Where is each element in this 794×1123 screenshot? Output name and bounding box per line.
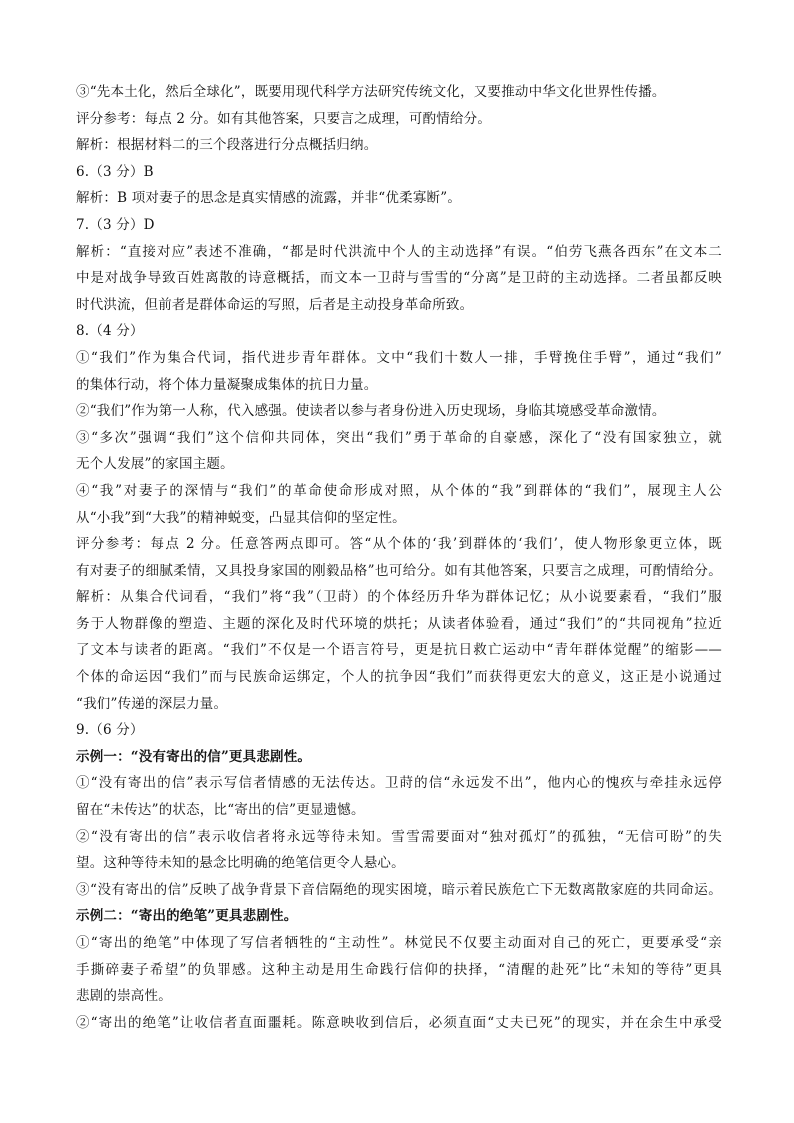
text-line: ②“没有寄出的信”表示收信者将永远等待未知。雪雪需要面对“独对孤灯”的孤独，“无信可盼”的失: [76, 828, 722, 845]
text-line: 的集体行动，将个体力量凝聚成集体的抗日力量。: [76, 376, 378, 393]
text-line: 有对妻子的细腻柔情，又具投身家国的刚毅品格”也可给分。如有其他答案，只要言之成理，可酌情给分。: [76, 562, 722, 579]
text-line: 解析：根据材料二的三个段落进行分点概括归纳。: [76, 137, 378, 154]
text-line: ④“我”对妻子的深情与“我们”的革命使命形成对照，从个体的“我”到群体的“我们”，展现主人公: [76, 482, 722, 499]
text-line: ①“寄出的绝笔”中体现了写信者牺牲的“主动性”。林觉民不仅要主动面对自己的死亡，更要承受“亲: [76, 935, 722, 951]
text-line: 9.（6 分）: [76, 722, 144, 739]
text-line: 手撕碎妻子希望”的负罪感。这种主动是用生命践行信仰的抉择，“清醒的赴死”比“未知的等待”更具: [76, 961, 722, 978]
text-line: ③“先本土化，然后全球化”，既要用现代科学方法研究传统文化，又要推动中华文化世界性传播。: [76, 84, 666, 100]
text-line: 时代洪流，但前者是群体命运的写照，后者是主动投身革命所致。: [76, 296, 474, 313]
text-line: 无个人发展”的家国主题。: [76, 456, 234, 473]
text-line: ①“没有寄出的信”表示写信者情感的无法传达。卫莳的信“永远发不出”，他内心的愧疚与牵挂永远停: [76, 775, 722, 792]
text-line: ②“寄出的绝笔”让收信者直面噩耗。陈意映收到信后，必须直面“丈夫已死”的现实，并在余生中承受: [76, 1014, 722, 1031]
text-line: ③“多次”强调“我们”这个信仰共同体，突出“我们”勇于革命的自豪感，深化了“没有国家独立，就: [76, 429, 722, 446]
text-line: 中是对战争导致百姓离散的诗意概括，而文本一卫莳与雪雪的“分离”是卫莳的主动选择。二者虽都反映: [76, 270, 722, 287]
text-line: ②“我们”作为第一人称，代入感强。使读者以参与者身份进入历史现场，身临其境感受革命激情。: [76, 403, 666, 420]
text-line: 从“小我”到“大我”的精神蜕变，凸显其信仰的坚定性。: [76, 509, 406, 526]
text-line: 6.（3 分）B: [76, 163, 154, 180]
text-line: 示例二：“寄出的绝笔”更具悲剧性。: [76, 908, 298, 925]
text-line: 了文本与读者的距离。“我们”不仅是一个语言符号，更是抗日救亡运动中“青年群体觉醒”的缩影——: [76, 642, 722, 659]
text-line: 个体的命运因“我们”而与民族命运绑定，个人的抗争因“我们”而获得更宏大的意义，这正是小说通过: [76, 669, 722, 686]
text-line: 悲剧的崇高性。: [76, 988, 172, 1005]
text-line: ①“我们”作为集合代词，指代进步青年群体。文中“我们十数人一排，手臂挽住手臂”，通过“我们”: [76, 349, 722, 366]
text-line: 解析：“直接对应”表述不准确，“都是时代洪流中个人的主动选择”有误。“伯劳飞燕各西东”在文本二: [76, 243, 722, 260]
text-line: 解析：从集合代词看，“我们”将“我”（卫莳）的个体经历升华为群体记忆；从小说要素看，“我们”服: [76, 589, 722, 606]
text-line: 留在“未传达”的状态，比“寄出的信”更显遗憾。: [76, 802, 365, 819]
text-line: 示例一：“没有寄出的信”更具悲剧性。: [76, 748, 312, 765]
text-line: 7.（3 分）D: [76, 216, 155, 233]
answer-key-text: [76, 79, 722, 1036]
text-line: 望。这种等待未知的悬念比明确的绝笔信更令人悬心。: [76, 855, 405, 872]
text-line: 评分参考：每点 2 分。任意答两点即可。答“从个体的‘我’到群体的‘我们’，使人物形象更立体，既: [76, 536, 722, 553]
text-line: 评分参考：每点 2 分。如有其他答案，只要言之成理，可酌情给分。: [76, 110, 492, 127]
text-line: ③“没有寄出的信”反映了战争背景下音信隔绝的现实困境，暗示着民族危亡下无数离散家庭的共同命运。: [76, 881, 722, 898]
text-line: 8.（4 分）: [76, 323, 144, 340]
text-line: “我们”传递的深层力量。: [76, 695, 228, 712]
text-line: 解析：B 项对妻子的思念是真实情感的流露，并非“优柔寡断”。: [76, 190, 462, 207]
text-line: 务于人物群像的塑造、主题的深化及时代环境的烘托；从读者体验看，通过“我们”的“共同视角”拉近: [76, 615, 722, 632]
